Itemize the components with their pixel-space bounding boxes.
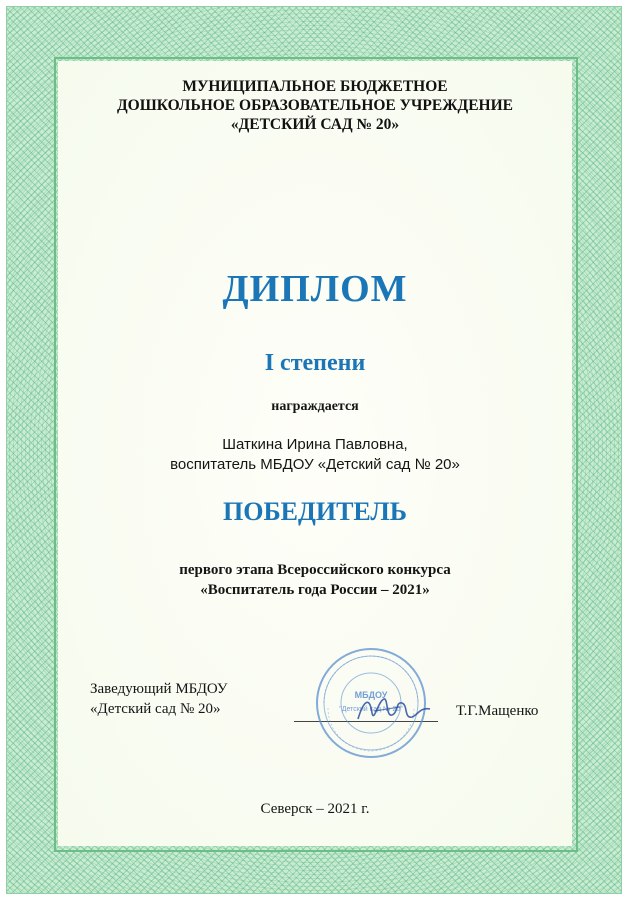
diploma-content-area xyxy=(58,61,572,846)
diploma-title: ДИПЛОМ xyxy=(222,268,408,310)
result-title: ПОБЕДИТЕЛЬ xyxy=(223,497,407,526)
stamp-center-top: МБДОУ xyxy=(354,690,388,700)
awarded-label: награждается xyxy=(271,399,359,414)
stamp-center-bottom: "Детский сад № 20" xyxy=(339,706,403,713)
contest-line-2: «Воспитатель года России – 2021» xyxy=(200,582,430,598)
footer-place-year: Северск – 2021 г. xyxy=(260,801,370,817)
signatory-name: Т.Г.Мащенко xyxy=(456,703,539,719)
contest-line-1: первого этапа Всероссийского конкурса xyxy=(179,562,451,578)
institution-line-1: МУНИЦИПАЛЬНОЕ БЮДЖЕТНОЕ xyxy=(182,78,448,95)
institution-line-2: ДОШКОЛЬНОЕ ОБРАЗОВАТЕЛЬНОЕ УЧРЕЖДЕНИЕ xyxy=(117,97,513,114)
institution-line-3: «ДЕТСКИЙ САД № 20» xyxy=(230,116,400,133)
handwritten-signature xyxy=(354,689,434,729)
diploma-degree: I степени xyxy=(264,350,366,376)
signatory-role-line-2: «Детский сад № 20» xyxy=(90,701,221,717)
recipient-name: Шаткина Ирина Павловна, xyxy=(222,436,408,453)
signatory-role-line-1: Заведующий МБДОУ xyxy=(90,681,228,697)
recipient-position: воспитатель МБДОУ «Детский сад № 20» xyxy=(170,456,460,473)
